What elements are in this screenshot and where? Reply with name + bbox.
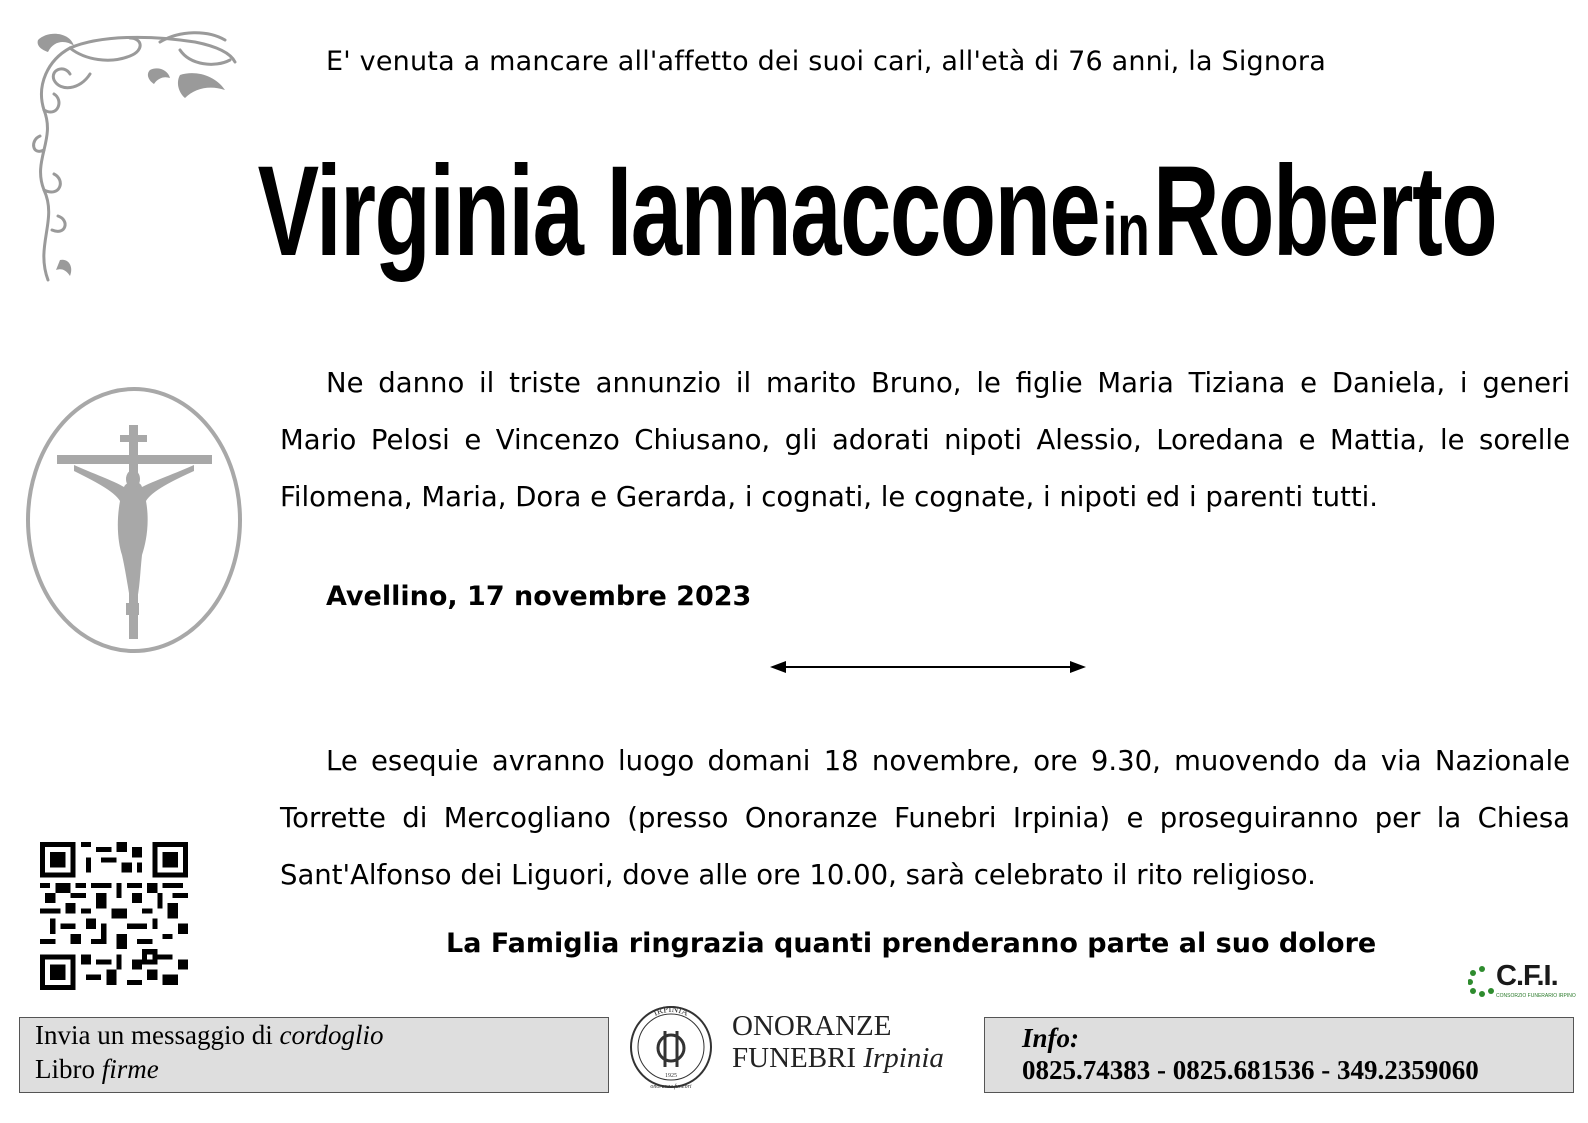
- funeral-home-line2-italic: Irpinia: [863, 1042, 944, 1074]
- place-date: Avellino, 17 novembre 2023: [326, 581, 752, 612]
- seal-top-text: IRPINIA: [651, 1003, 691, 1018]
- announcement-line: Mario Pelosi e Vincenzo Chiusano, gli adorati nipoti Alessio, Loredana e Mattia, le sorelle: [280, 424, 1570, 456]
- funeral-home-seal-icon: [626, 995, 716, 1095]
- funeral-home-line2-label: FUNEBRI: [732, 1042, 864, 1074]
- name-connector: in: [1102, 188, 1150, 271]
- info-label: [1022, 1023, 1079, 1054]
- funeral-paragraph: [280, 733, 1570, 904]
- name-last: Roberto: [1152, 140, 1497, 283]
- guestbook-label: Libro: [35, 1054, 102, 1084]
- condolence-label-italic: cordoglio: [279, 1020, 384, 1050]
- name-first: Virginia Iannaccone: [257, 140, 1100, 283]
- crucifix-icon: [22, 383, 248, 658]
- double-arrow-icon: [770, 659, 1086, 675]
- announcement-line: Ne danno il triste annunzio il marito Bruno, le figlie Maria Tiziana e Daniela, i generi: [326, 367, 1570, 399]
- guestbook-link[interactable]: [35, 1054, 159, 1085]
- funeral-line: Torrette di Mercogliano (presso Onoranze Funebri Irpinia) e proseguiranno per la Chiesa: [280, 802, 1570, 834]
- condolence-box[interactable]: [19, 1017, 609, 1093]
- announcement-line: Filomena, Maria, Dora e Gerarda, i cognati, le cognate, i nipoti ed i parenti tutti.: [280, 481, 1379, 513]
- announcement-paragraph: [280, 355, 1570, 526]
- deceased-name: [257, 138, 1497, 285]
- funeral-line: Sant'Alfonso dei Liguori, dove alle ore 10.00, sarà celebrato il rito religioso.: [280, 859, 1316, 891]
- corner-ornament-icon: [30, 30, 245, 285]
- info-label-text: Info:: [1022, 1023, 1080, 1053]
- guestbook-label-italic: firme: [101, 1054, 159, 1084]
- thanks-text: La Famiglia ringrazia quanti prenderanno parte al suo dolore: [446, 928, 1377, 959]
- cfi-dots-icon: [1468, 965, 1496, 997]
- cfi-logo-subtitle: CONSORZIO FUNERARIO IRPINO: [1496, 992, 1576, 999]
- intro-text: E' venuta a mancare all'affetto dei suoi cari, all'età di 76 anni, la Signora: [326, 46, 1326, 77]
- seal-year-text: 1925: [665, 1073, 677, 1079]
- seal-bottom-text: onoranze funebri: [650, 1084, 692, 1090]
- qr-code-icon[interactable]: [40, 842, 188, 990]
- cfi-logo-text: C.F.I.: [1496, 960, 1558, 992]
- funeral-line: Le esequie avranno luogo domani 18 novembre, ore 9.30, muovendo da via Nazionale: [326, 745, 1570, 777]
- info-box: [984, 1017, 1574, 1093]
- funeral-home-line2: [732, 1042, 944, 1074]
- condolence-message-link[interactable]: [35, 1020, 383, 1051]
- condolence-label: Invia un messaggio di: [35, 1020, 280, 1050]
- info-phones[interactable]: 0825.74383 - 0825.681536 - 349.2359060: [1022, 1055, 1479, 1085]
- cfi-logo: [1468, 960, 1576, 999]
- funeral-home-line1: ONORANZE: [732, 1010, 892, 1042]
- funeral-home-name: [732, 1010, 944, 1074]
- svg-text:IRPINIA: [652, 1004, 691, 1018]
